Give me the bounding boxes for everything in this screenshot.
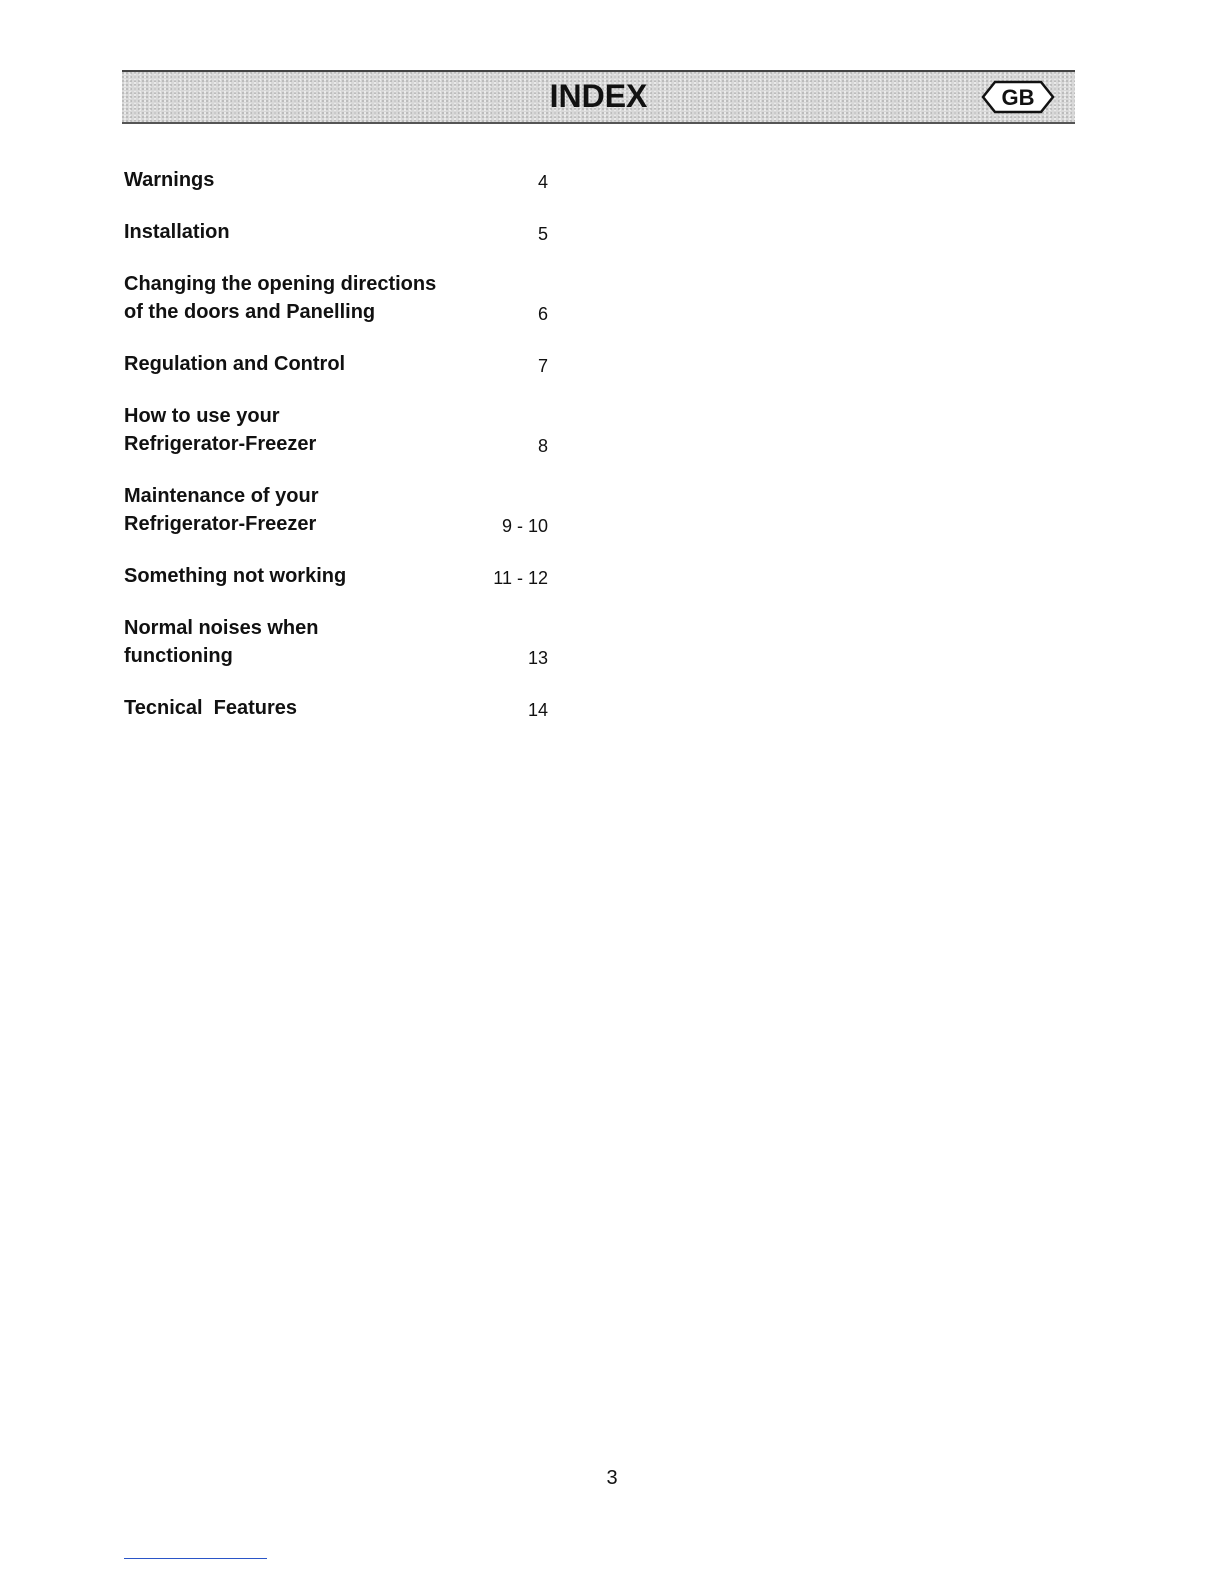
toc-entry-title-line: Refrigerator-Freezer bbox=[124, 433, 317, 455]
toc-entry-title bbox=[124, 694, 464, 722]
toc-entry-title bbox=[124, 166, 464, 194]
toc-entry-title bbox=[124, 350, 464, 378]
language-badge-text: GB bbox=[1001, 85, 1035, 110]
toc-entry-title-line: Changing the opening directions bbox=[124, 273, 437, 295]
toc-entry-page: 6 bbox=[537, 304, 548, 324]
toc-entry-title-line: Refrigerator-Freezer bbox=[124, 513, 317, 535]
footnote-rule bbox=[124, 1558, 267, 1559]
toc-entry bbox=[124, 562, 548, 590]
toc-entry-title bbox=[124, 218, 464, 246]
language-badge bbox=[979, 78, 1057, 116]
page-number: 3 bbox=[606, 1467, 618, 1489]
toc-entry bbox=[124, 350, 548, 378]
toc-entry bbox=[124, 218, 548, 246]
toc-entry bbox=[124, 166, 548, 194]
toc-entry-page: 8 bbox=[537, 436, 548, 456]
toc-entry bbox=[124, 694, 548, 722]
toc-entry-title bbox=[124, 270, 464, 326]
toc-entry bbox=[124, 614, 548, 670]
toc-entry-page: 5 bbox=[537, 224, 548, 244]
index-header-band bbox=[122, 70, 1075, 124]
language-badge-shape bbox=[979, 78, 1057, 116]
toc-entry-page: 7 bbox=[537, 356, 548, 376]
toc-entry-title bbox=[124, 562, 464, 590]
toc-entry-page: 4 bbox=[537, 172, 548, 192]
toc-entry-page: 11 - 12 bbox=[493, 568, 548, 588]
toc-entry-page: 14 bbox=[527, 700, 548, 720]
toc-entry-title-line: functioning bbox=[124, 645, 233, 667]
toc-entry-title-line: of the doors and Panelling bbox=[124, 301, 376, 323]
toc-entry-title bbox=[124, 482, 464, 538]
toc-entry-title-line: How to use your bbox=[124, 405, 280, 427]
toc-entry-title bbox=[124, 614, 464, 670]
toc-entry bbox=[124, 402, 548, 458]
toc-entry-page: 9 - 10 bbox=[501, 516, 548, 536]
toc-entry-title bbox=[124, 402, 464, 458]
toc-entry-page: 13 bbox=[527, 648, 548, 668]
index-title: INDEX bbox=[549, 78, 648, 114]
toc-entry-title-line: Regulation and Control bbox=[124, 353, 346, 375]
table-of-contents bbox=[124, 166, 554, 722]
toc-entry-title-line: Something not working bbox=[124, 565, 347, 587]
toc-entry-title-line: Warnings bbox=[124, 169, 215, 191]
toc-entry bbox=[124, 482, 548, 538]
toc-entry-title-line: Tecnical Features bbox=[124, 697, 298, 719]
toc-entry-title-line: Maintenance of your bbox=[124, 485, 319, 507]
toc-entry-title-line: Installation bbox=[124, 221, 230, 243]
toc-entry-title-line: Normal noises when bbox=[124, 617, 319, 639]
toc-entry bbox=[124, 270, 548, 326]
